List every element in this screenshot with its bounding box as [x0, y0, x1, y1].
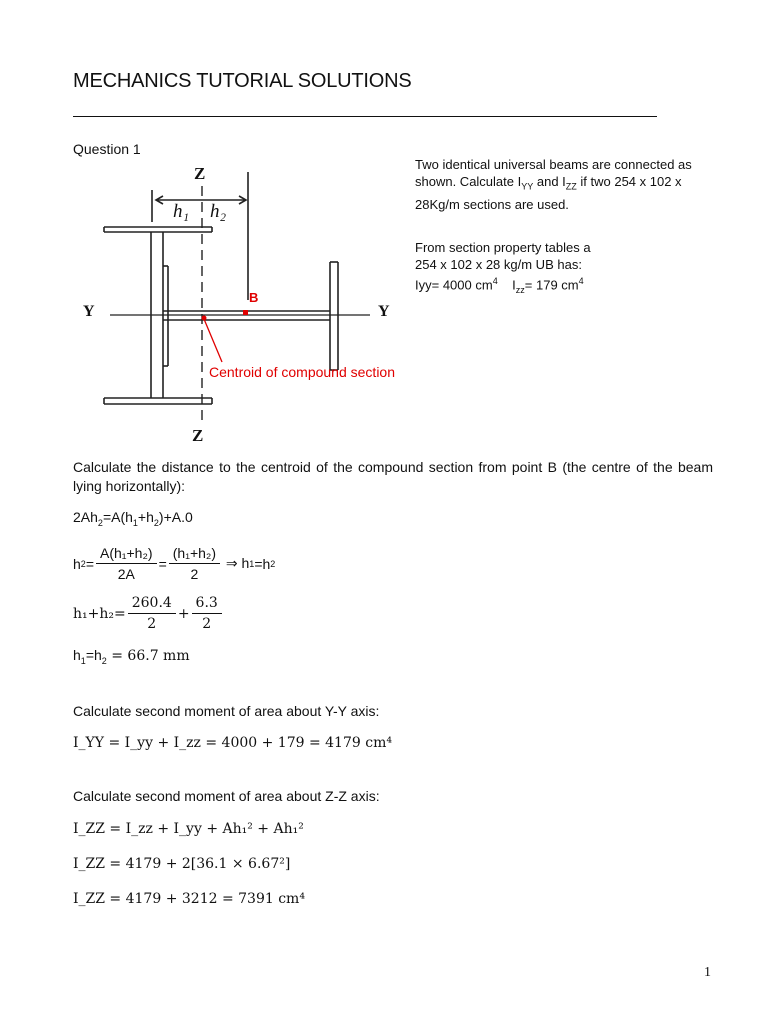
fraction-d: $\frac{6.3}{2}$ — [192, 595, 222, 632]
description-line-1: Two identical universal beams are connected as — [415, 157, 692, 172]
tables-line-1: From section property tables a — [415, 240, 591, 255]
equation-izz-1: I_ZZ = I_zz + I_yy + Ah₁² + Ah₁² — [73, 821, 304, 837]
compound-section-diagram — [0, 0, 768, 460]
centroid-pointer — [204, 319, 222, 362]
equation-4: $h_1=h_2 = 66.7$ mm — [73, 647, 190, 666]
description-line-2: shown. Calculate $I_{YY}$ and $I_{ZZ}$ if two 254 x 102 x — [415, 174, 682, 192]
fraction-a: $\frac{\text{A(h₁+h₂)}}{2A}$ — [96, 545, 157, 582]
z-bottom-label: Z — [192, 426, 204, 445]
description-line-3: 28Kg/m sections are used. — [415, 196, 569, 212]
tables-line-3: Iyy= 4000 $cm^4$ $I_{zz}= 179$ $cm^4$ — [415, 276, 584, 295]
y-right-label: Y — [378, 303, 390, 320]
fraction-b: $\frac{\text{(h₁+h₂)}}{2}$ — [169, 545, 220, 582]
y-left-label: Y — [83, 303, 95, 320]
question-heading: Question 1 — [73, 141, 141, 157]
zz-instruction: Calculate second moment of area about Z-Z axis: — [73, 788, 380, 804]
h2-label: h₂ — [210, 201, 227, 222]
equation-izz-2: I_ZZ = 4179 + 2[36.1 × 6.67²] — [73, 856, 291, 872]
yy-instruction: Calculate second moment of area about Y-Y axis: — [73, 703, 380, 719]
h1-label: h₁ — [173, 201, 190, 222]
page-title: MECHANICS TUTORIAL SOLUTIONS — [73, 70, 412, 92]
point-b-label: B — [249, 290, 259, 305]
page-number: 1 — [704, 965, 711, 980]
equation-3: h₁+h₂= $\frac{260.4}{2}$ + $\frac{6.3}{2}$ — [73, 595, 224, 632]
equation-2: h 2 = $\frac{\text{A(h₁+h₂)}}{2A}$ = $\frac{\text{(h₁+h₂)}}{2}$ ⇒ h 1 =h 2 — [73, 545, 276, 582]
centroid-label: Centroid of compound section — [209, 364, 395, 380]
centroid-instruction: Calculate the distance to the centroid of the compound section from point B (the centre of the beam lying horizontally): — [73, 459, 713, 494]
equation-1: $2Ah_2=A(h_1+h_2)+A.0$ — [73, 509, 193, 528]
point-b-marker — [243, 310, 248, 315]
equation-iyy: I_YY = I_yy + I_zz = 4000 + 179 = 4179 cm⁴ — [73, 735, 392, 751]
z-top-label: Z — [194, 164, 206, 183]
centroid-marker — [202, 316, 207, 321]
tables-line-2: 254 x 102 x 28 kg/m UB has: — [415, 257, 582, 272]
fraction-c: $\frac{260.4}{2}$ — [128, 595, 176, 632]
equation-izz-3: I_ZZ = 4179 + 3212 = 7391 cm⁴ — [73, 891, 305, 907]
